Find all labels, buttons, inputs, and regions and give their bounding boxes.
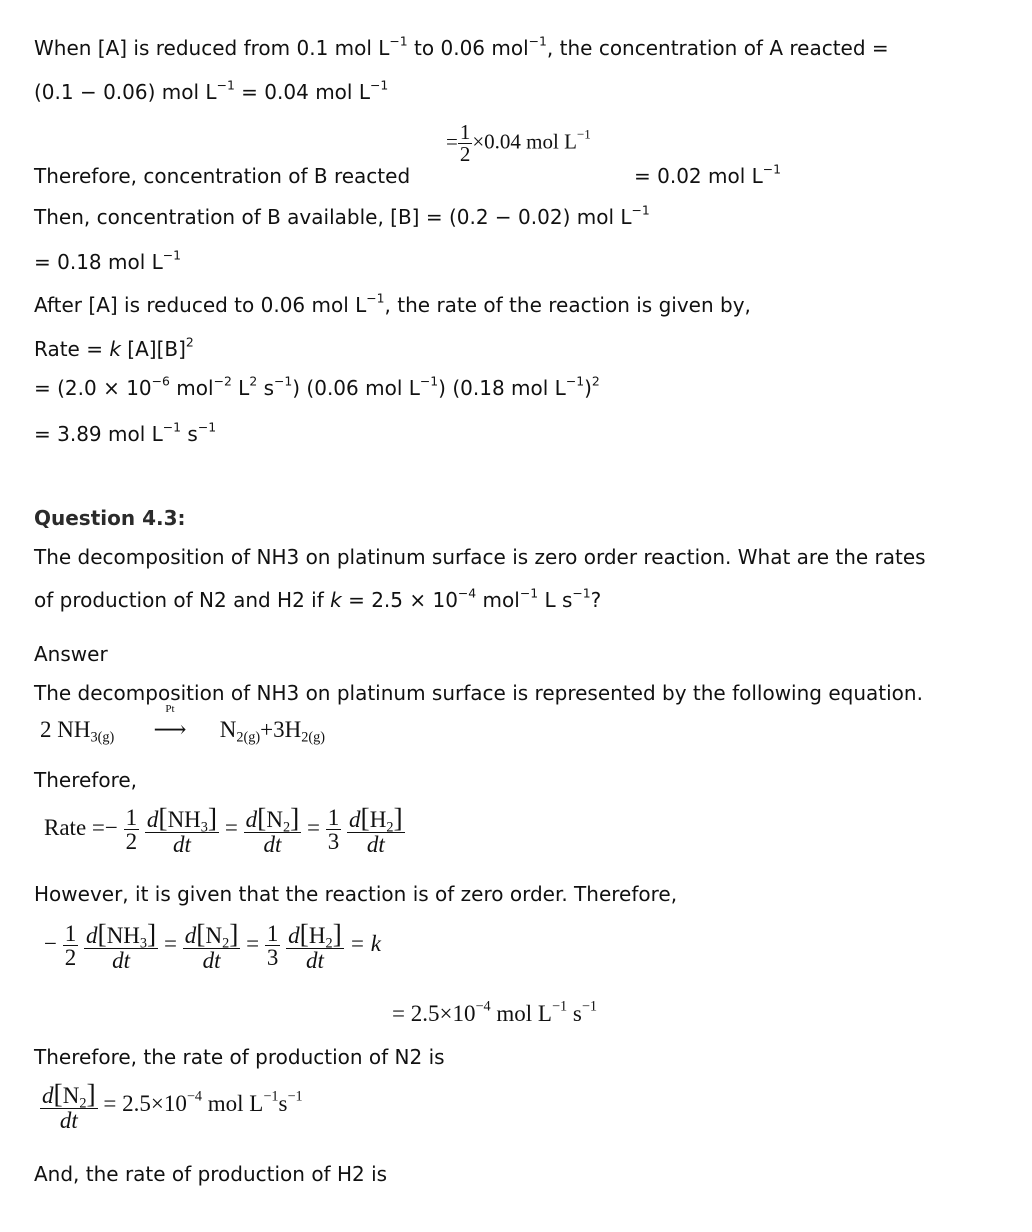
reactant: 2 NH <box>40 717 91 742</box>
differential: d <box>245 807 258 832</box>
equals-sign: = <box>446 129 458 154</box>
denominator: dt <box>84 948 158 972</box>
denominator: dt <box>286 948 344 972</box>
catalyst-label: Pt <box>165 703 175 715</box>
text: = 0.18 mol L <box>34 250 163 274</box>
differential: d <box>85 923 98 948</box>
rate-label: Rate = <box>44 815 105 841</box>
text-line-2 <box>34 77 389 104</box>
exponent: −6 <box>151 373 170 389</box>
half-fraction-equation <box>446 122 591 165</box>
and-h2-line: And, the rate of production of H2 is <box>34 1162 388 1186</box>
rate-equation: Rate =− $\frac{1}{2}$ $\frac{d[NH_3]}{dt}$ = $\frac{d[N_2]}{dt}$ = $\frac{1}{3}$ $\frac{d[H_2]}{dt}$ <box>44 802 403 857</box>
equals-sign: = <box>307 815 320 841</box>
text: , the rate of the reaction is given by, <box>384 293 751 317</box>
minus-sign: − <box>104 815 118 841</box>
text: ) <box>584 376 592 400</box>
text: ? <box>590 588 602 612</box>
text: mol L <box>202 1091 264 1117</box>
text: Therefore, concentration of B reacted <box>34 164 411 188</box>
text-line-1 <box>34 33 889 60</box>
denominator: 2 <box>125 829 138 855</box>
differential: d <box>288 923 300 948</box>
exponent: −4 <box>457 585 477 601</box>
differential: d <box>349 807 361 832</box>
exponent: 2 <box>249 373 258 389</box>
text: The decomposition of NH3 on platinum surface is zero order reaction. What are the rates <box>34 545 926 569</box>
text: ) (0.06 mol L <box>292 376 420 400</box>
exponent: −1 <box>576 126 591 142</box>
text: = 3.89 mol L <box>34 422 163 446</box>
numerator: 1 <box>266 921 279 947</box>
text: s <box>278 1091 288 1117</box>
exponent: −1 <box>419 373 439 389</box>
arrow-icon: ⟶ <box>153 717 187 742</box>
numerator: 1 <box>327 805 340 831</box>
text: ×0.04 mol L <box>472 129 577 154</box>
denominator: 3 <box>327 829 340 855</box>
answer-label: Answer <box>34 642 108 666</box>
n2-rate-equation: $\frac{d[N_2]}{dt}$ = $2.5\times 10^{-4}$ mol $L^{-1}s^{-1}$ <box>42 1078 303 1133</box>
text: = 2.5×10 <box>103 1091 187 1117</box>
answer-line-1: The decomposition of NH3 on platinum surface is represented by the following equation. <box>34 681 923 705</box>
exponent: 2 <box>185 334 194 350</box>
rate-constant: k <box>109 337 121 361</box>
text: Then, concentration of B available, [B] = (0.2 − 0.02) mol L <box>34 205 632 229</box>
species: N <box>62 1083 80 1108</box>
text: Rate = <box>34 337 110 361</box>
denominator: dt <box>145 832 219 856</box>
text-line-4 <box>34 202 650 229</box>
text-line-9 <box>34 419 217 446</box>
species: H <box>308 923 326 948</box>
exponent: −2 <box>213 373 232 389</box>
species: N <box>266 807 283 832</box>
numerator: 1 <box>459 120 471 144</box>
differential: d <box>184 923 197 948</box>
differential: d <box>42 1083 54 1108</box>
text: mol <box>169 376 214 400</box>
numerator: 1 <box>64 921 77 947</box>
subscript: 2(g) <box>236 729 261 746</box>
equals-sign: = <box>224 815 238 841</box>
reaction-equation <box>40 703 325 746</box>
exponent: −1 <box>551 998 568 1015</box>
denominator: 2 <box>64 945 77 971</box>
exponent: −4 <box>186 1088 203 1105</box>
therefore-n2-line: Therefore, the rate of production of N2 is <box>34 1045 445 1069</box>
text: s <box>257 376 274 400</box>
subscript: 2 <box>325 935 333 952</box>
question-line-2 <box>34 585 602 612</box>
text: s <box>567 1001 582 1026</box>
exponent: −1 <box>216 77 235 93</box>
therefore-line: Therefore, <box>34 768 138 792</box>
species: NH <box>167 807 201 832</box>
denominator: dt <box>347 832 405 856</box>
text: = (2.0 × 10 <box>34 376 152 400</box>
subscript: 3 <box>200 819 208 836</box>
exponent: −1 <box>762 161 782 177</box>
species: NH <box>106 923 140 948</box>
exponent: −1 <box>572 585 591 601</box>
product: +3H <box>260 717 302 742</box>
text: L s <box>538 588 573 612</box>
exponent: −1 <box>162 247 182 263</box>
text: = 2.5×10 <box>392 1001 476 1026</box>
text-line-6 <box>34 290 751 317</box>
question-line-1 <box>34 547 926 567</box>
denominator: 2 <box>459 142 471 166</box>
text: = 0.04 mol L <box>234 80 370 104</box>
text: After [A] is reduced to 0.06 mol L <box>34 293 367 317</box>
exponent: −1 <box>287 1088 303 1105</box>
text-line-8 <box>34 373 600 400</box>
text: of production of N2 and H2 if <box>34 588 331 612</box>
product: N <box>219 717 237 742</box>
subscript: 2 <box>386 819 394 836</box>
subscript: 2 <box>222 935 230 952</box>
exponent: −1 <box>366 290 385 306</box>
question-heading: Question 4.3: <box>34 506 186 530</box>
zero-order-equation: − $\frac{1}{2}$ $\frac{d[NH_3]}{dt}$ = $\frac{d[N_2]}{dt}$ = $\frac{1}{3}$ $\frac{d[H_2]}{dt}$ = k <box>44 918 382 973</box>
text-line-7 <box>34 334 194 361</box>
however-line: However, it is given that the reaction is of zero order. Therefore, <box>34 882 678 906</box>
text: = 2.5 × 10 <box>341 588 458 612</box>
text: s <box>181 422 198 446</box>
exponent: 2 <box>591 373 600 389</box>
exponent: −1 <box>263 1088 279 1105</box>
exponent: −1 <box>369 77 389 93</box>
denominator: dt <box>40 1108 98 1132</box>
zero-order-value <box>392 998 598 1026</box>
exponent: −1 <box>389 33 408 49</box>
text: = 0.02 mol L <box>634 164 763 188</box>
exponent: −4 <box>475 998 491 1015</box>
text-line-3-result <box>634 161 782 188</box>
exponent: −1 <box>519 585 539 601</box>
minus-sign: − <box>44 931 57 957</box>
subscript: 2(g) <box>301 729 325 746</box>
text-line-3 <box>34 166 410 186</box>
reaction-arrow <box>140 703 200 742</box>
text: , the concentration of A reacted = <box>546 36 889 60</box>
exponent: −1 <box>565 373 585 389</box>
text: When [A] is reduced from 0.1 mol L <box>34 36 390 60</box>
species: H <box>369 807 387 832</box>
text: (0.1 − 0.06) mol L <box>34 80 217 104</box>
exponent: −1 <box>631 202 650 218</box>
text: ) (0.18 mol L <box>438 376 566 400</box>
text: mol L <box>490 1001 552 1026</box>
numerator: 1 <box>125 805 138 831</box>
subscript: 2 <box>282 819 291 836</box>
text: [A][B] <box>120 337 186 361</box>
species: N <box>205 923 223 948</box>
equals-sign: = <box>164 931 177 957</box>
differential: d <box>146 807 159 832</box>
subscript: 3 <box>139 935 148 952</box>
text: L <box>231 376 250 400</box>
text: to 0.06 mol <box>407 36 529 60</box>
exponent: −1 <box>197 419 217 435</box>
equals-sign: = <box>246 931 260 957</box>
exponent: −1 <box>581 998 598 1015</box>
exponent: −1 <box>274 373 293 389</box>
text: mol <box>476 588 520 612</box>
denominator: dt <box>183 948 241 972</box>
denominator: dt <box>244 832 302 856</box>
rate-constant: k <box>330 588 342 612</box>
subscript: 2 <box>79 1095 87 1112</box>
exponent: −1 <box>162 419 182 435</box>
rate-constant: = k <box>349 931 382 957</box>
exponent: −1 <box>528 33 547 49</box>
subscript: 3(g) <box>90 729 115 746</box>
denominator: 3 <box>266 945 279 971</box>
text-line-5 <box>34 247 182 274</box>
